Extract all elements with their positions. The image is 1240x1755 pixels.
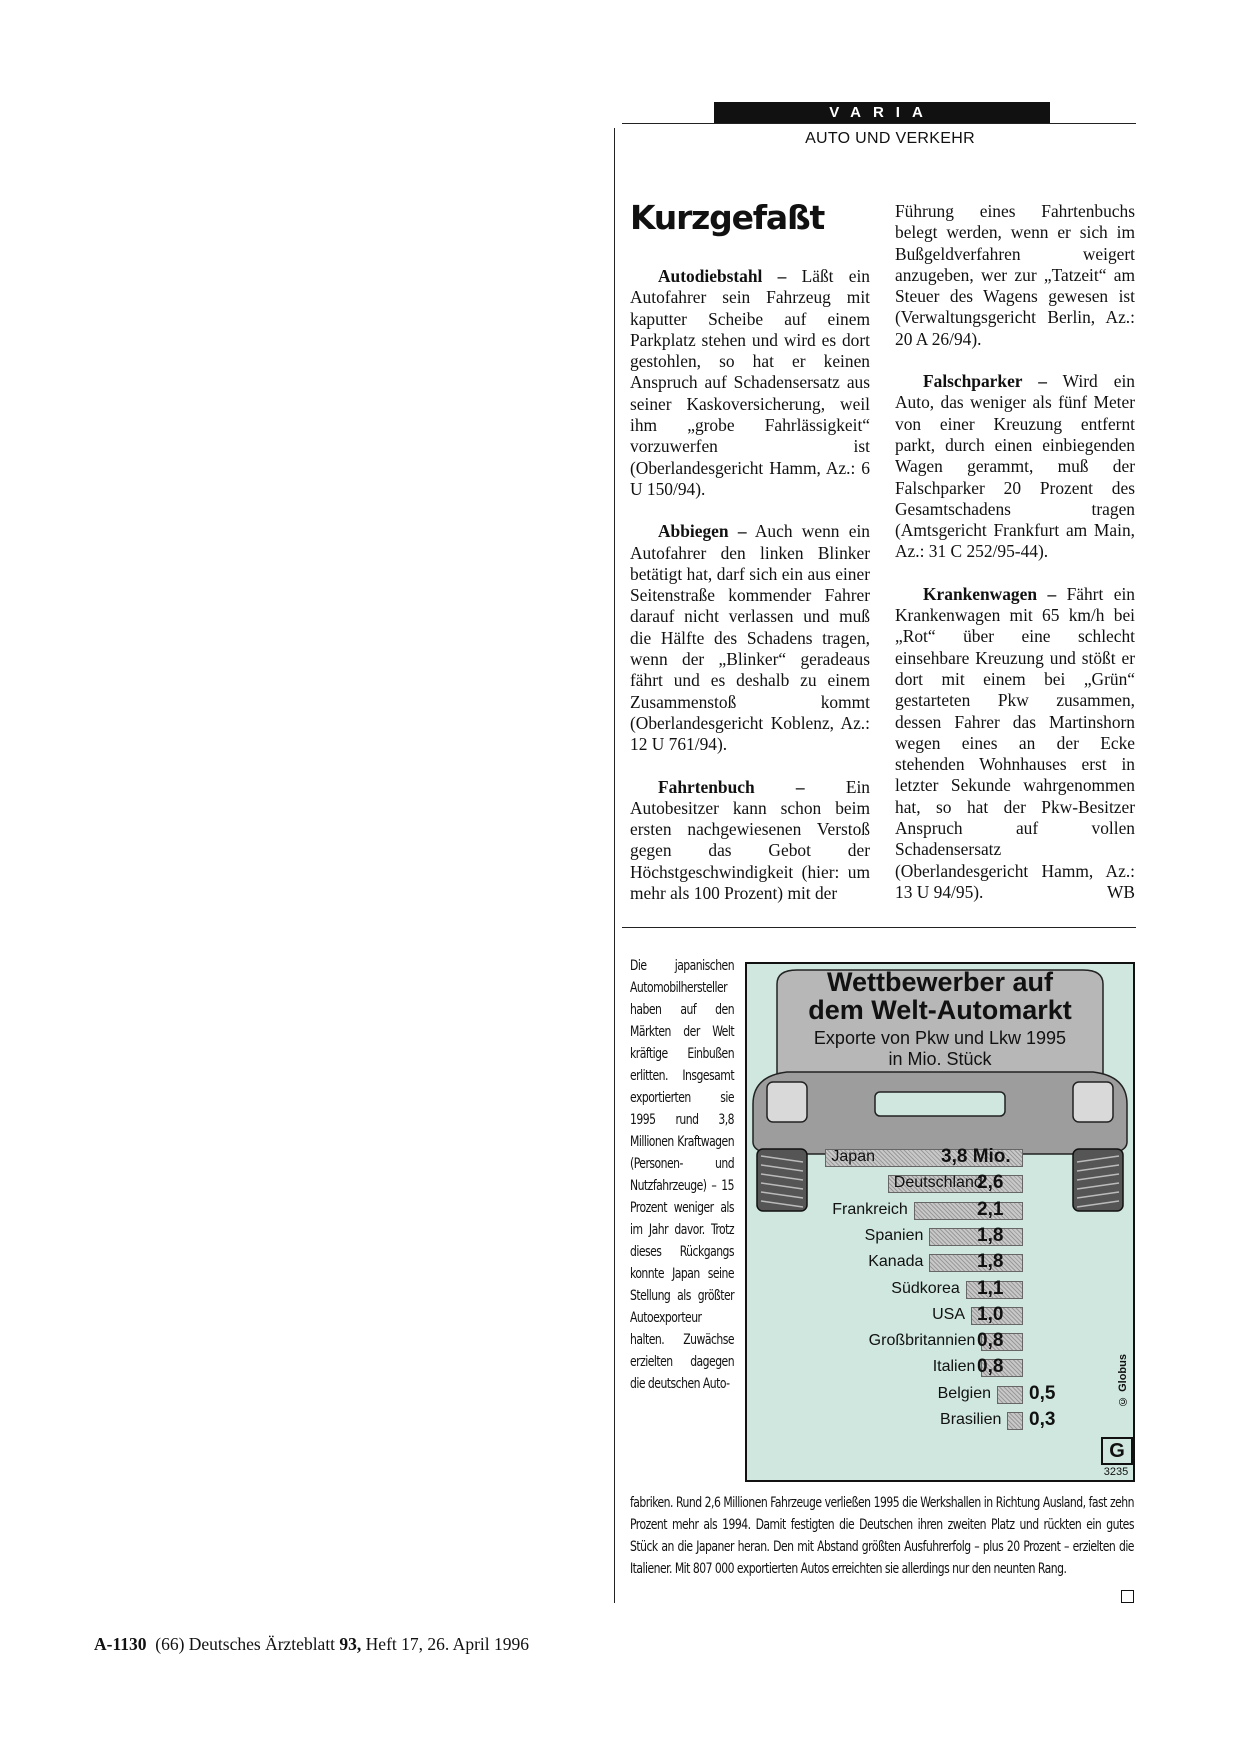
globus-logo [1101,1437,1131,1478]
rubric-label: VARIA [829,104,935,121]
bar-label: Kanada [868,1253,924,1271]
chart-subtitle-line-2: in Mio. Stück [888,1049,992,1069]
bar-label: Spanien [864,1226,924,1244]
graphic-number: 3235 [1103,1466,1129,1478]
bar-value: 1,8 [977,1224,1004,1246]
page-number: A-1130 [94,1634,147,1654]
bar-brasilien [1007,1412,1023,1430]
caption-part-2: fabriken. Rund 2,6 Millionen Fahrzeuge verließen 1995 die Werkshallen in Richtung Ausland, fast zehn Prozent mehr als 1994. Damit festigten die Deutschen ihren zweiten Platz und rückten ein gutes Stück an die Japaner heran. Den mit Abstand größten Ausfuhrerfolg – plus 20 Prozent – erzielten die Italiener. Mit 807 000 exportierten Autos erreichten sie allerdings nur den neunten Rang. [630,1495,1134,1577]
bar-label: Südkorea [891,1279,960,1297]
column-rule [614,128,615,1603]
text-column-2 [895,201,1135,924]
article-title: Fahrtenbuch – [658,776,805,797]
tail-light-right [1073,1082,1113,1122]
article-text: Fährt ein Krankenwagen mit 65 km/h bei „Rot“ über eine schlecht einsehbare Kreuzung und stößt er dort mit einem bei „Grün“ gestarteten Pkw zusammen, dessen Fahrer das Martinshorn wegen eines an der Ecke stehenden Wohnhauses erst in letzter Sekunde wahrgenommen hat, so hat der Pkw-Besitzer Anspruch auf vollen Schadensersatz (Oberlandesgericht Hamm, Az.: 13 U 94/95). [895,583,1135,902]
article-title: Falschparker – [923,371,1047,392]
chart-subtitle-line-1: Exporte von Pkw und Lkw 1995 [813,1028,1067,1048]
article-title: Autodiebstahl – [658,266,787,286]
bar-label: Brasilien [940,1411,1002,1428]
article-text: Führung eines Fahrtenbuchs belegt werden, wenn er sich im Bußgeldverfahren weigert anzugeben, wer zur „Tatzeit“ am Steuer des Wagens gewesen ist (Verwaltungsgericht Berlin, Az.: 20 A 26/94). [895,201,1135,349]
article-falschparker [895,371,1135,563]
bar-label: Frankreich [832,1200,908,1218]
bar-value: 0,8 [977,1356,1004,1378]
article-title: Abbiegen – [658,521,747,542]
headline: Kurzgefaßt [630,198,825,237]
section-divider [622,927,1136,928]
article-krankenwagen [895,584,1135,903]
bar-value: 2,6 [977,1172,1004,1194]
bar-frankreich [914,1202,1023,1220]
bar-value: 0,8 [977,1330,1004,1352]
bar-value: 0,3 [1029,1409,1056,1430]
bar-value: 0,5 [1029,1382,1056,1404]
article-text: Wird ein Auto, das weniger als fünf Meter von einer Kreuzung entfernt parkt, durch einen einbiegenden Wagen gerammt, muß der Falschparker 20 Prozent des Gesamtschadens tragen (Amtsgericht Frankfurt am Main, Az.: 31 C 252/95-44). [895,371,1135,562]
license-plate [875,1092,1005,1116]
bar-value: 1,8 [977,1251,1004,1273]
bar-label: Italien [932,1358,976,1376]
bar-value: 2,1 [977,1198,1004,1220]
rubric-bar [714,102,1050,124]
article-abbiegen [630,521,870,755]
article-autodiebstahl [630,266,870,500]
globus-g-icon: G [1101,1437,1133,1465]
bar-value: 1,0 [977,1303,1004,1325]
article-text: Ein Autobesitzer kann schon beim ersten nachgewiesenen Verstoß gegen das Gebot der Höchstgeschwindigkeit (hier: um mehr als 100 Prozent) mit der [630,776,871,904]
text-column-1 [630,266,870,925]
article-fahrtenbuch-continued [895,201,1135,350]
author-initials: WB [1106,881,1135,902]
chart-title-line-2: dem Welt-Automarkt [808,995,1072,1025]
tail-light-left [767,1082,807,1122]
chart-title-line-1: Wettbewerber auf [826,967,1054,997]
bar-label: Belgien [937,1384,991,1402]
top-rule [622,123,1136,124]
export-chart [745,962,1135,1482]
bar-label: Deutschland [893,1174,983,1192]
source-credit: © Globus [1117,1354,1129,1407]
article-fahrtenbuch [630,777,870,905]
end-mark-icon [1121,1590,1134,1603]
issue-date: Heft 17, 26. April 1996 [365,1634,529,1654]
bar-label: USA [932,1305,965,1323]
article-title: Krankenwagen – [923,583,1057,604]
section-title: AUTO UND VERKEHR [805,130,975,147]
bar-belgien [997,1386,1023,1404]
article-text: Auch wenn ein Autofahrer den linken Blinker betätigt hat, darf sich ein aus einer Seitenstraße kommender Fahrer darauf nicht verlassen und muß die Hälfte des Schadens tragen, wenn der „Blinker“ geradeaus fährt und es deshalb zu einem Zusammenstoß kommt (Oberlandesgericht Koblenz, Az.: 12 U 761/94). [630,521,870,755]
volume: 93, [339,1634,362,1654]
issue-page: (66) [155,1634,185,1654]
caption-part-1: Die japanischen Automobilhersteller haben auf den Märkten der Welt kräftige Einbußen erlitten. Insgesamt exportierten sie 1995 rund 3,8 Millionen Kraftwagen (Personen- und Nutzfahrzeuge) – 15 Prozent weniger als im Jahr davor. Trotz dieses Rückgangs konnte Japan seine Stellung als größter Autoexporteur halten. Zuwächse erzielten dagegen die deutschen Auto- [630,958,735,1392]
article-text: Läßt ein Autofahrer sein Fahrzeug mit kaputter Scheibe auf einem Parkplatz stehen und wird es dort gestohlen, so hat er keinen Anspruch auf Schadensersatz aus seiner Kaskoversicherung, weil ihm „grobe Fahrlässigkeit“ vorzuwerfen ist (Oberlandesgericht Hamm, Az.: 6 U 150/94). [630,266,870,499]
bar-value: 1,1 [977,1277,1004,1299]
page-footer [94,1634,529,1655]
journal-name: Deutsches Ärzteblatt [188,1634,336,1654]
bar-label: Japan [831,1148,875,1165]
bar-label: Großbritannien [868,1332,976,1350]
bar-value: 3,8 Mio. [941,1146,1011,1167]
